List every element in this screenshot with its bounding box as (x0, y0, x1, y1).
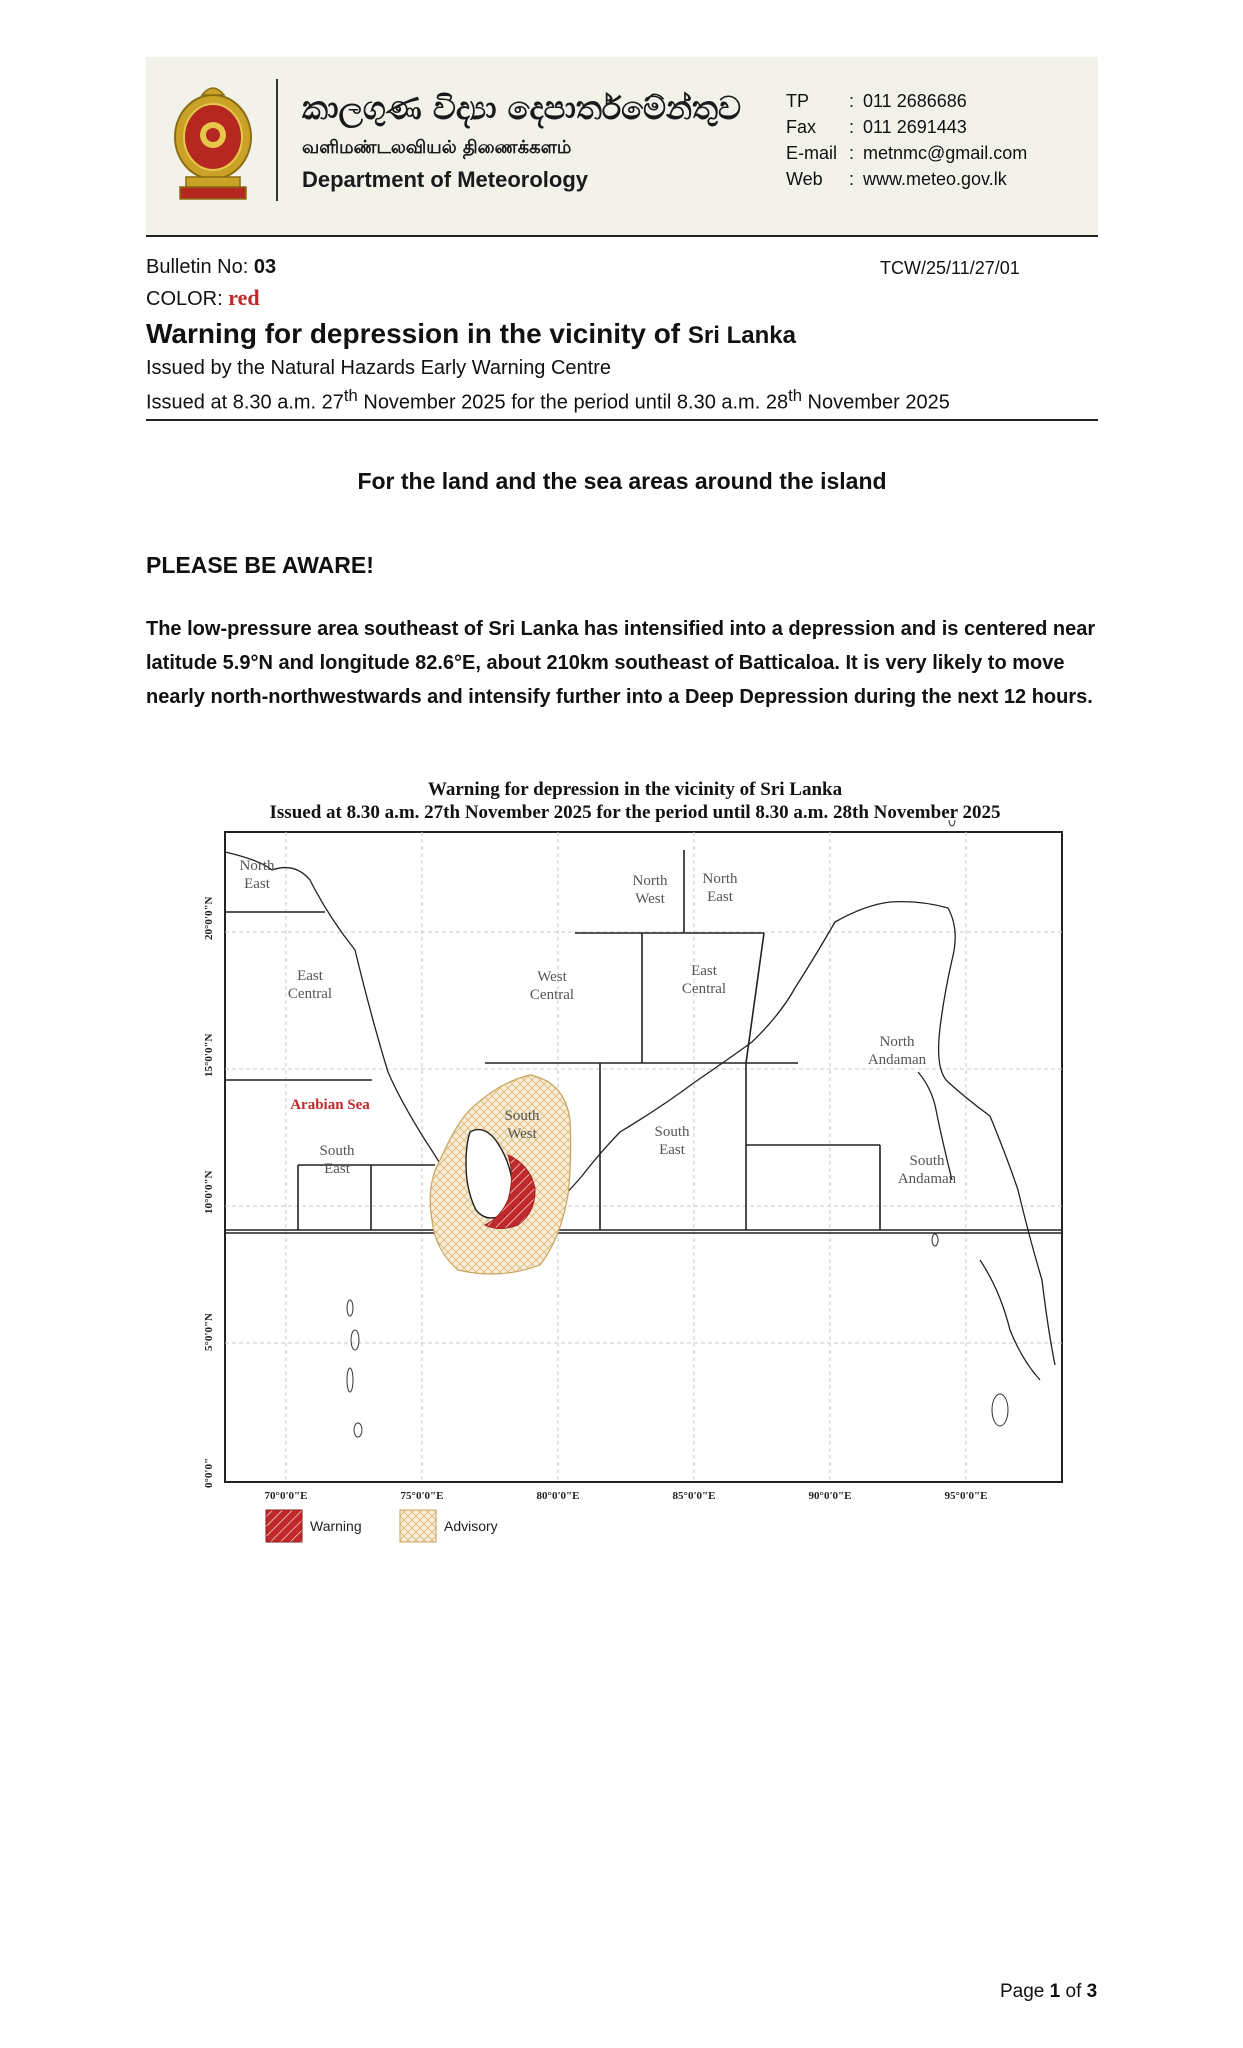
region-label: West (537, 969, 567, 985)
legend-warning-swatch (266, 1510, 302, 1542)
region-label: Andaman (897, 1171, 957, 1187)
lat-tick-label: 5°0'0"N (203, 1312, 215, 1351)
contact-email: E-mail : metnmc@gmail.com (786, 143, 1028, 163)
region-label: Central (529, 987, 575, 1003)
region-label: North (239, 858, 275, 874)
color-value: red (228, 285, 260, 310)
sri-lanka-emblem-icon (168, 79, 258, 204)
region-label: West (507, 1126, 537, 1142)
issued-by: Issued by the Natural Hazards Early Warning Centre (146, 357, 612, 379)
header-rule (146, 419, 1098, 421)
legend-warning-label: Warning (310, 1518, 362, 1534)
letterhead (146, 57, 1098, 237)
region-label: East (659, 1142, 685, 1158)
lon-tick-label: 80°0'0"E (536, 1490, 580, 1502)
region-label: South (504, 1108, 540, 1124)
contact-fax: Fax : 011 2691443 (786, 117, 967, 137)
dept-name-tamil: வளிமண்டலவியல் திணைக்களம் (302, 137, 572, 158)
map-title: Warning for depression in the vicinity of Sri Lanka (427, 779, 843, 800)
region-label: South (654, 1124, 690, 1140)
region-label: North (632, 873, 668, 889)
sea-label: Arabian Sea (290, 1097, 370, 1113)
region-label: East (244, 876, 270, 892)
region-label: East (707, 889, 733, 905)
letterhead-divider (276, 79, 278, 201)
page-number: Page 1 of 3 (1000, 1981, 1098, 2002)
section-heading: For the land and the sea areas around the island (357, 468, 887, 494)
issued-at: Issued at 8.30 a.m. 27th November 2025 for the period until 8.30 a.m. 28th November 2025 (146, 386, 950, 414)
lon-tick-label: 85°0'0"E (672, 1490, 716, 1502)
region-label: South (319, 1143, 355, 1159)
map-legend (266, 1510, 498, 1542)
dept-name-english: Department of Meteorology (302, 167, 589, 192)
region-label: East (324, 1161, 350, 1177)
lat-tick-label: 10°0'0"N (203, 1170, 215, 1214)
bulletin-number: Bulletin No: 03 (146, 256, 277, 278)
region-label: East (297, 968, 323, 984)
dept-name-sinhala: කාලගුණ විද්‍යා දෙපාර්තමේන්තුව (302, 89, 741, 127)
contact-web: Web : www.meteo.gov.lk (786, 169, 1007, 189)
aware-heading: PLEASE BE AWARE! (146, 552, 374, 578)
page-title: Warning for depression in the vicinity of Sri Lanka (146, 318, 796, 349)
lat-tick-label: 20°0'0"N (203, 896, 215, 940)
lon-tick-label: 95°0'0"E (944, 1490, 988, 1502)
bulletin-color: COLOR: red (146, 285, 260, 310)
region-label: North (879, 1034, 915, 1050)
warning-description: The low-pressure area southeast of Sri Lanka has intensified into a depression and is centered near latitude 5.9°N and longitude 82.6°E, about 210km southeast of Batticaloa. It is very likely to move nearly north-northwestwards and intensify further into a Deep Depression during the next 12 hours. (146, 618, 1096, 708)
region-label: Central (681, 981, 727, 997)
lon-tick-label: 90°0'0"E (808, 1490, 852, 1502)
region-label: East (691, 963, 717, 979)
lat-tick-labels (203, 896, 215, 1488)
lon-tick-labels (265, 1490, 988, 1502)
region-label: Central (287, 986, 333, 1002)
region-label: North (702, 871, 738, 887)
map-subtitle: Issued at 8.30 a.m. 27th November 2025 for the period until 8.30 a.m. 28th November 2025 (269, 802, 1001, 823)
legend-advisory-swatch (400, 1510, 436, 1542)
lat-tick-label: 0°0'0" (203, 1457, 215, 1488)
region-label: Andaman (867, 1052, 927, 1068)
region-label: South (909, 1153, 945, 1169)
lon-tick-label: 75°0'0"E (400, 1490, 444, 1502)
bulletin-reference: TCW/25/11/27/01 (880, 258, 1020, 278)
contact-phone: TP : 011 2686686 (786, 91, 967, 111)
lat-tick-label: 15°0'0"N (203, 1033, 215, 1077)
legend-advisory-label: Advisory (444, 1518, 498, 1534)
region-label: West (635, 891, 665, 907)
warning-map (200, 820, 1090, 1580)
lon-tick-label: 70°0'0"E (264, 1490, 308, 1502)
